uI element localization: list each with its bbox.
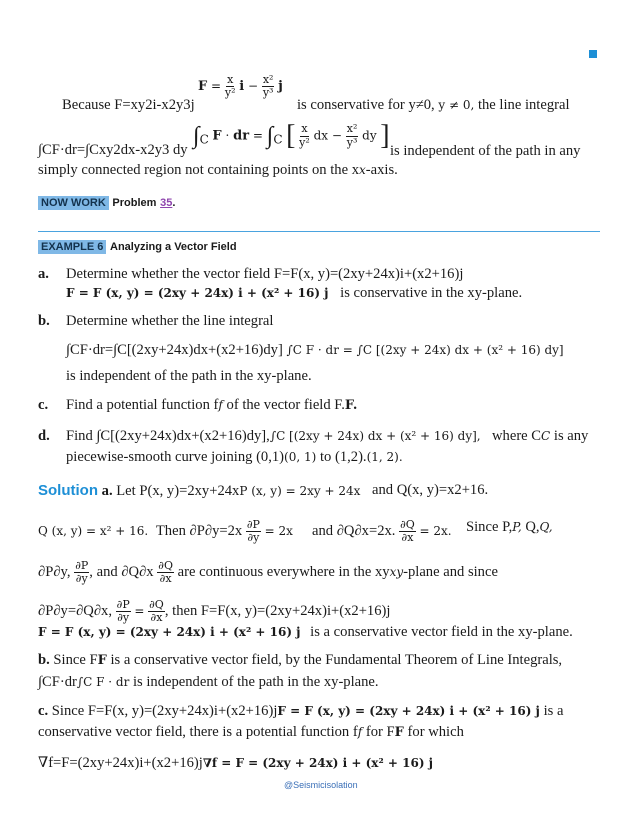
intro-end-3: -axis. xyxy=(365,162,398,178)
solution-b-int-math: ∫C F · dr xyxy=(76,675,130,689)
example-header xyxy=(38,238,237,255)
item-c-text xyxy=(66,397,357,414)
dQ-num-2: ∂Q xyxy=(158,559,173,572)
math-Q: Q, xyxy=(539,520,553,534)
item-b-tail: is independent of the path in the xy-plane. xyxy=(66,368,312,384)
solution-c-formula: F = F (x, y) = (2xy + 24x) i + (x² + 16) j xyxy=(277,704,540,718)
formula-f-field: F = $\frac{x}{\text{y²}}$ i − $\frac{\text{x²}}{\text{y³}}$ j xyxy=(198,73,283,100)
item-b-integral: ∫CF·dr=∫C[(2xy+24x)dx+(x2+16)dy] xyxy=(66,342,283,358)
math-xy: xy xyxy=(389,564,404,579)
intro-line-2-end xyxy=(390,143,580,160)
dP-num-2: ∂P xyxy=(75,559,89,572)
solution-a-marker: a. xyxy=(101,483,113,499)
dP-den-3: ∂y xyxy=(117,611,130,625)
intro-text-1: Because F=xy2i-x2y3j xyxy=(62,97,195,113)
item-b-text xyxy=(66,313,273,330)
dQ-den-3: ∂x xyxy=(150,611,163,625)
formula-line-integral: $\int_C$ F · dr = $\int_C$ [ $\frac{x}{\text{y²}}$ dx − $\frac{\text{x²}}{\text{y³}}$ dy ] xyxy=(193,120,390,151)
item-d-text xyxy=(66,428,481,445)
comma-1: , xyxy=(89,563,93,580)
dP-dy-frac xyxy=(246,519,261,544)
intro-line-2 xyxy=(38,142,188,159)
solution-c-marker: c. xyxy=(38,703,49,719)
solution-b-int: ∫CF·dr xyxy=(38,674,77,690)
item-d-curve: piecewise-smooth curve joining (0,1) xyxy=(66,449,285,465)
solution-continuous: are continuous everywhere in the xy xyxy=(177,563,390,580)
solution-line-2-end xyxy=(466,519,553,536)
item-d-end xyxy=(492,428,588,445)
item-b-tail-row xyxy=(66,368,312,385)
eq-2x-dot: = 2x. xyxy=(419,523,452,538)
item-b-marker: b. xyxy=(38,313,50,329)
solution-dPdy: ∂P∂y, xyxy=(38,563,71,580)
solution-since: Since P, xyxy=(466,519,513,535)
dQ-den: ∂x xyxy=(401,531,414,545)
dP-dy-frac-3 xyxy=(116,599,131,624)
item-a-line2 xyxy=(66,285,522,302)
dP-num-3: ∂P xyxy=(116,598,130,611)
dP-num: ∂P xyxy=(246,518,260,531)
dQ-dx-frac-3 xyxy=(148,599,165,624)
item-a-sentence: Determine whether the vector field F=F(x, y)=(2xy+24x)i+(x2+16)j xyxy=(66,266,464,282)
dQ-dx-frac-2 xyxy=(157,560,174,585)
example-tag: EXAMPLE 6 xyxy=(38,240,106,254)
math-y-neq-0: y ≠ 0, xyxy=(438,98,475,112)
solution-line-1-end xyxy=(372,482,488,499)
dP-den-2: ∂y xyxy=(75,572,88,586)
solution-line-2-mid xyxy=(312,519,452,544)
solution-c-potential: conservative vector field, there is a potential function f xyxy=(38,724,358,740)
solution-grad-math: ∇f = F = (2xy + 24x) i + (x² + 16) j xyxy=(202,756,434,770)
solution-b-marker: b. xyxy=(38,652,50,668)
solution-Q-comma: Q, xyxy=(525,519,540,535)
solution-line-4: ∂P∂y=∂Q∂x, $\frac{\partial P}{\partial y}$ = $\frac{\partial Q}{\partial x}$ , then F=F(x, y)=(2xy+24x)i+(x2+16)j xyxy=(38,598,391,625)
item-a-marker: a. xyxy=(38,266,49,282)
solution-F-tail: is a conservative vector field in the xy-plane. xyxy=(310,624,573,640)
corner-marker xyxy=(589,50,597,58)
item-d-to: to (1,2). xyxy=(319,449,367,465)
eq-2x: = 2x xyxy=(264,523,293,538)
solution-b-tail: is independent of the path in the xy-plane. xyxy=(132,674,379,690)
intro-text-2: ∫CF·dr=∫Cxy2dx-x2y3 dy xyxy=(38,142,188,158)
intro-line-3 xyxy=(38,162,398,179)
solution-b-F: F xyxy=(97,653,107,668)
solution-grad: ∇f=F=(2xy+24x)i+(x2+16)j xyxy=(38,755,203,771)
solution-c-f: f xyxy=(357,725,363,739)
solution-b-since: Since F xyxy=(53,652,98,668)
intro-line-1 xyxy=(62,97,195,114)
solution-c-line-3 xyxy=(38,754,433,772)
item-d-point1: (0, 1) xyxy=(284,450,317,464)
solution-a-let: Let P(x, y)=2xy+24x xyxy=(116,483,240,499)
item-c-mid: of the vector field F. xyxy=(226,397,345,413)
solution-c-F: F xyxy=(394,725,404,740)
solution-line-5 xyxy=(38,624,573,641)
item-c-marker: c. xyxy=(38,397,49,413)
now-work-tag: NOW WORK xyxy=(38,196,109,210)
item-b-formula: ∫C F · dr = ∫C [(2xy + 24x) dx + (x² + 16) dy] xyxy=(286,343,564,357)
solution-plane-since: -plane and since xyxy=(403,563,498,580)
item-a-label xyxy=(38,266,49,283)
item-a-formula: F = F (x, y) = (2xy + 24x) i + (x² + 16) j xyxy=(66,286,329,300)
item-d-line2 xyxy=(66,449,403,466)
solution-c-line-2 xyxy=(38,724,464,741)
item-d-where: where C xyxy=(492,428,542,444)
item-b-sentence: Determine whether the line integral xyxy=(66,313,274,329)
intro-line-1-mid xyxy=(297,97,570,114)
solution-line-3 xyxy=(38,560,498,585)
item-c-label xyxy=(38,397,48,414)
solution-c-which: for which xyxy=(407,724,464,740)
solution-heading: Solution xyxy=(38,482,98,499)
intro-end-2: is independent of the path in any xyxy=(390,143,581,159)
solution-Q-formula: Q (x, y) = x² + 16. xyxy=(38,523,149,538)
comma-2: , xyxy=(164,602,169,619)
solution-c-is-a: is a xyxy=(543,703,564,719)
solution-c-for: for F xyxy=(365,724,395,740)
intro-end-1: the line integral xyxy=(477,97,570,113)
watermark xyxy=(284,776,358,793)
item-d-C: C xyxy=(541,429,551,443)
now-work-row xyxy=(38,194,175,211)
solution-line-1 xyxy=(38,482,360,500)
watermark-text: @Seismicisolation xyxy=(284,780,358,790)
solution-then-F: then F=F(x, y)=(2xy+24x)i+(x2+16)j xyxy=(172,602,391,619)
item-d-sentence: Find ∫C[(2xy+24x)dx+(x2+16)dy], xyxy=(66,428,270,444)
solution-and-dqdx: and ∂Q∂x xyxy=(96,563,154,580)
intro-text-3: simply connected region not containing points on the x xyxy=(38,162,360,178)
item-d-is-any: is any xyxy=(553,428,589,444)
item-d-marker: d. xyxy=(38,428,50,444)
item-d-label xyxy=(38,428,50,445)
solution-then: Then ∂P∂y=2x xyxy=(155,522,243,539)
math-x: x xyxy=(359,163,366,177)
now-work-label: Problem xyxy=(112,197,157,209)
divider-line xyxy=(38,231,600,232)
dQ-dx-frac xyxy=(399,519,416,544)
item-c-sentence: Find a potential function f xyxy=(66,397,219,413)
item-c-f: f xyxy=(218,398,223,412)
item-d-formula: ∫C [(2xy + 24x) dx + (x² + 16) dy], xyxy=(269,429,481,443)
solution-b-mid: is a conservative vector field, by the Fundamental Theorem of Line Integrals, xyxy=(110,652,563,668)
intro-mid-1: is conservative for y≠0, xyxy=(297,97,435,113)
solution-b-line-2 xyxy=(38,674,379,691)
solution-a-P: P (x, y) = 2xy + 24x xyxy=(239,484,361,498)
problem-link[interactable]: 35 xyxy=(160,197,173,209)
solution-and-dq: and ∂Q∂x=2x. xyxy=(312,522,396,539)
item-b-label xyxy=(38,313,50,330)
dP-dy-frac-2 xyxy=(74,560,89,585)
math-P: P, xyxy=(512,520,522,534)
solution-F-formula: F = F (x, y) = (2xy + 24x) i + (x² + 16) j xyxy=(38,625,301,639)
dQ-num-3: ∂Q xyxy=(149,598,164,611)
item-a-text xyxy=(66,266,463,283)
dP-den: ∂y xyxy=(247,531,260,545)
solution-eq-line: ∂P∂y=∂Q∂x, xyxy=(38,602,112,619)
solution-b-line-1 xyxy=(38,652,562,669)
now-work-period: . xyxy=(172,197,176,209)
solution-line-2 xyxy=(38,519,293,544)
dQ-num: ∂Q xyxy=(400,518,415,531)
item-c-F: F. xyxy=(344,398,358,413)
solution-a-and-Q: and Q(x, y)=x2+16. xyxy=(372,482,489,498)
solution-c-since: Since F=F(x, y)=(2xy+24x)i+(x2+16)j xyxy=(51,703,278,719)
example-title: Analyzing a Vector Field xyxy=(110,241,237,253)
item-a-tail: is conservative in the xy-plane. xyxy=(340,285,523,301)
solution-c-line-1 xyxy=(38,703,563,720)
item-d-point2: (1, 2). xyxy=(366,450,403,464)
item-b-integral-row xyxy=(66,342,564,359)
dQ-den-2: ∂x xyxy=(159,572,172,586)
